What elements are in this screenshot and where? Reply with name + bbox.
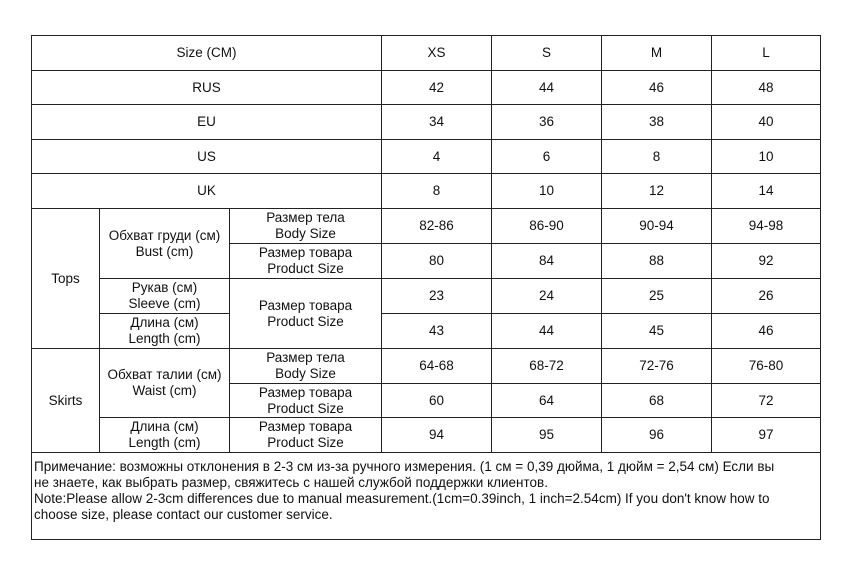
skirts-label: Skirts [32, 349, 100, 453]
note-ru-line-1: Примечание: возможны отклонения в 2-3 см из-за ручного измерения. (1 см = 0,39 дюйма, 1 дюйм = 2,54 см) Если вы [34, 459, 775, 474]
product-size-label [230, 279, 382, 349]
cell-value: 43 [382, 314, 492, 349]
waist-label [100, 349, 230, 418]
cell-value: 86-90 [492, 209, 602, 244]
cell-value: 94-98 [712, 209, 821, 244]
cell-value: 96 [602, 418, 712, 453]
cell-value: 8 [602, 140, 712, 174]
length-label-en: Length (cm) [128, 331, 201, 346]
header-row [32, 36, 821, 71]
product-size-label [230, 418, 382, 453]
cell-value: 88 [602, 244, 712, 279]
cell-value: 48 [712, 71, 821, 105]
product-size-en: Product Size [267, 261, 344, 276]
product-size-en: Product Size [267, 400, 344, 416]
tops-bust-body-row [32, 209, 821, 244]
body-size-en: Body Size [275, 226, 336, 241]
cell-value: 84 [492, 244, 602, 279]
cell-value: 42 [382, 71, 492, 105]
cell-value: 44 [492, 314, 602, 349]
product-size-en: Product Size [267, 313, 344, 329]
body-size-label [230, 349, 382, 384]
note-ru-line-2: не знаете, как выбрать размер, свяжитесь с нашей службой поддержки клиентов. [34, 475, 548, 490]
row-label: RUS [32, 71, 382, 105]
product-size-label [230, 244, 382, 279]
rus-row [32, 71, 821, 105]
size-header-label: Size (CM) [32, 36, 382, 71]
cell-value: 46 [602, 71, 712, 105]
cell-value: 92 [712, 244, 821, 279]
cell-value: 26 [712, 279, 821, 314]
cell-value: 60 [382, 384, 492, 418]
cell-value: 40 [712, 105, 821, 140]
product-size-ru: Размер товара [258, 297, 353, 313]
cell-value: 90-94 [602, 209, 712, 244]
skirts-waist-body-row [32, 349, 821, 384]
product-size-ru: Размер товара [258, 245, 353, 260]
size-l-header: L [712, 36, 821, 71]
tops-length-row [32, 314, 821, 349]
row-label: UK [32, 174, 382, 209]
body-size-ru: Размер тела [266, 210, 345, 225]
tops-sleeve-row [32, 279, 821, 314]
cell-value: 97 [712, 418, 821, 453]
body-size-label [230, 209, 382, 244]
uk-row [32, 174, 821, 209]
note-en-line-2: choose size, please contact our customer service. [34, 507, 333, 522]
cell-value: 46 [712, 314, 821, 349]
tops-label: Tops [32, 209, 100, 349]
cell-value: 10 [712, 140, 821, 174]
cell-value: 82-86 [382, 209, 492, 244]
cell-value: 94 [382, 418, 492, 453]
length-label [100, 418, 230, 453]
waist-label-ru: Обхват талии (см) [107, 367, 222, 382]
cell-value: 38 [602, 105, 712, 140]
cell-value: 68 [602, 384, 712, 418]
product-size-en: Product Size [267, 435, 344, 450]
cell-value: 8 [382, 174, 492, 209]
cell-value: 64-68 [382, 349, 492, 384]
cell-value: 10 [492, 174, 602, 209]
length-label [100, 314, 230, 349]
row-label: EU [32, 105, 382, 140]
cell-value: 64 [492, 384, 602, 418]
product-size-ru: Размер товара [258, 384, 353, 400]
size-chart-table [31, 35, 821, 540]
length-label-en: Length (cm) [128, 435, 201, 450]
measurement-note [32, 453, 821, 540]
cell-value: 6 [492, 140, 602, 174]
cell-value: 44 [492, 71, 602, 105]
cell-value: 34 [382, 105, 492, 140]
cell-value: 14 [712, 174, 821, 209]
row-label: US [32, 140, 382, 174]
body-size-en: Body Size [275, 366, 336, 381]
size-s-header: S [492, 36, 602, 71]
length-label-ru: Длина (см) [130, 419, 199, 434]
bust-label [100, 209, 230, 279]
waist-label-en: Waist (cm) [132, 383, 197, 398]
bust-label-en: Bust (cm) [135, 243, 194, 259]
note-row [32, 453, 821, 540]
eu-row [32, 105, 821, 140]
size-xs-header: XS [382, 36, 492, 71]
length-label-ru: Длина (см) [130, 315, 199, 330]
cell-value: 76-80 [712, 349, 821, 384]
skirts-length-row [32, 418, 821, 453]
cell-value: 72-76 [602, 349, 712, 384]
cell-value: 24 [492, 279, 602, 314]
cell-value: 23 [382, 279, 492, 314]
sleeve-label [100, 279, 230, 314]
cell-value: 36 [492, 105, 602, 140]
product-size-ru: Размер товара [258, 419, 353, 434]
cell-value: 4 [382, 140, 492, 174]
cell-value: 80 [382, 244, 492, 279]
sleeve-label-en: Sleeve (cm) [128, 296, 201, 311]
bust-label-ru: Обхват груди (см) [108, 227, 221, 243]
note-en-line-1: Note:Please allow 2-3cm differences due to manual measurement.(1cm=0.39inch, 1 inch=2.54cm) If you don't know how to [34, 491, 770, 506]
cell-value: 12 [602, 174, 712, 209]
cell-value: 68-72 [492, 349, 602, 384]
size-m-header: M [602, 36, 712, 71]
cell-value: 25 [602, 279, 712, 314]
sleeve-label-ru: Рукав (см) [131, 280, 198, 295]
cell-value: 72 [712, 384, 821, 418]
product-size-label [230, 384, 382, 418]
us-row [32, 140, 821, 174]
body-size-ru: Размер тела [266, 350, 345, 365]
cell-value: 45 [602, 314, 712, 349]
cell-value: 95 [492, 418, 602, 453]
